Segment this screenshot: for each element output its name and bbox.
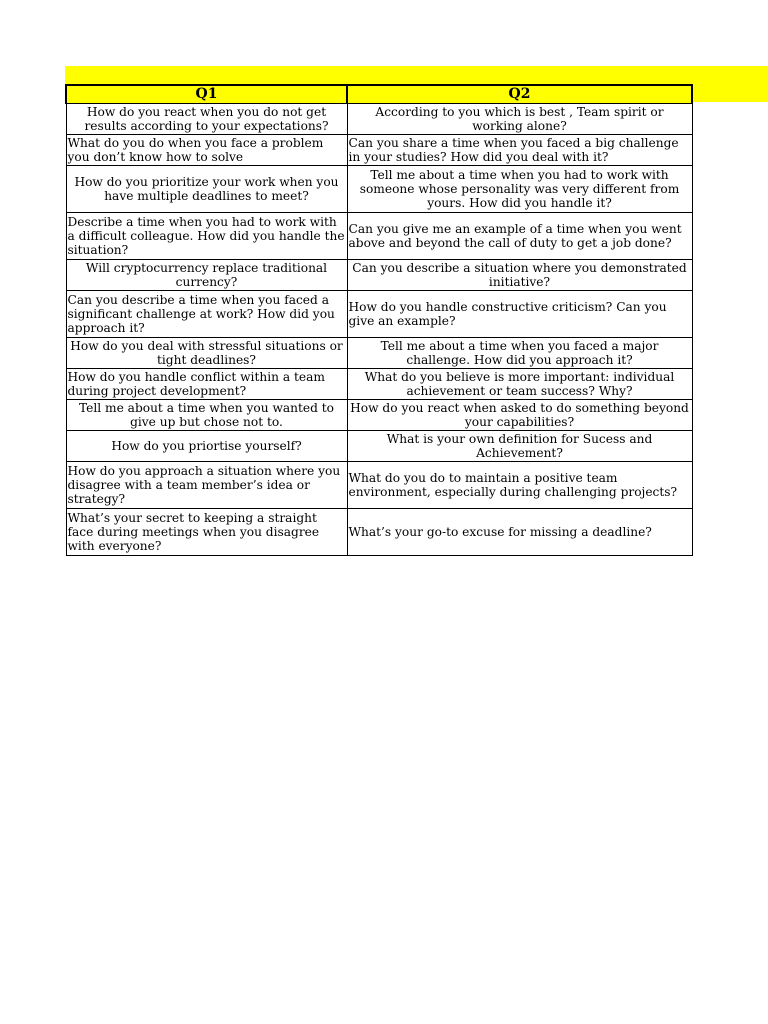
table-row: [66, 338, 692, 369]
q1-cell[interactable]: Tell me about a time when you wanted to give up but chose not to.: [66, 400, 347, 431]
q2-cell[interactable]: According to you which is best , Team spirit or working alone?: [347, 104, 692, 135]
q1-cell[interactable]: How do you priortise yourself?: [66, 431, 347, 462]
table-row: [66, 213, 692, 260]
q1-cell[interactable]: What do you do when you face a problem you don’t know how to solve: [66, 135, 347, 166]
q1-cell[interactable]: How do you react when you do not get results according to your expectations?: [66, 104, 347, 135]
questions-table: [65, 84, 693, 556]
table-row: [66, 509, 692, 556]
table-row: [66, 260, 692, 291]
q1-cell[interactable]: Will cryptocurrency replace traditional currency?: [66, 260, 347, 291]
table-row: [66, 166, 692, 213]
q2-cell[interactable]: How do you handle constructive criticism? Can you give an example?: [347, 291, 692, 338]
q1-cell[interactable]: Describe a time when you had to work with a difficult colleague. How did you handle the situation?: [66, 213, 347, 260]
q1-cell[interactable]: How do you handle conflict within a team during project development?: [66, 369, 347, 400]
q2-cell[interactable]: Tell me about a time when you had to work with someone whose personality was very different from yours. How did you handle it?: [347, 166, 692, 213]
table-row: [66, 400, 692, 431]
q2-cell[interactable]: Can you share a time when you faced a big challenge in your studies? How did you deal with it?: [347, 135, 692, 166]
q2-cell[interactable]: What do you believe is more important: individual achievement or team success? Why?: [347, 369, 692, 400]
table-row: [66, 104, 692, 135]
q1-cell[interactable]: How do you deal with stressful situations or tight deadlines?: [66, 338, 347, 369]
q1-cell[interactable]: Can you describe a time when you faced a significant challenge at work? How did you approach it?: [66, 291, 347, 338]
header-q1[interactable]: Q1: [66, 85, 347, 104]
q1-cell[interactable]: What’s your secret to keeping a straight face during meetings when you disagree with everyone?: [66, 509, 347, 556]
q1-cell[interactable]: How do you prioritize your work when you have multiple deadlines to meet?: [66, 166, 347, 213]
q2-cell[interactable]: What is your own definition for Sucess and Achievement?: [347, 431, 692, 462]
q2-cell[interactable]: Can you give me an example of a time when you went above and beyond the call of duty to get a job done?: [347, 213, 692, 260]
table-row: [66, 369, 692, 400]
table-row: [66, 462, 692, 509]
table-row: [66, 431, 692, 462]
q2-cell[interactable]: What do you do to maintain a positive team environment, especially during challenging projects?: [347, 462, 692, 509]
header-q2[interactable]: Q2: [347, 85, 692, 104]
q1-cell[interactable]: How do you approach a situation where you disagree with a team member’s idea or strategy?: [66, 462, 347, 509]
table-row: [66, 291, 692, 338]
q2-cell[interactable]: Tell me about a time when you faced a major challenge. How did you approach it?: [347, 338, 692, 369]
table-row: [66, 135, 692, 166]
header-row: [66, 85, 692, 104]
q2-cell[interactable]: How do you react when asked to do something beyond your capabilities?: [347, 400, 692, 431]
q2-cell[interactable]: Can you describe a situation where you demonstrated initiative?: [347, 260, 692, 291]
q2-cell[interactable]: What’s your go-to excuse for missing a deadline?: [347, 509, 692, 556]
